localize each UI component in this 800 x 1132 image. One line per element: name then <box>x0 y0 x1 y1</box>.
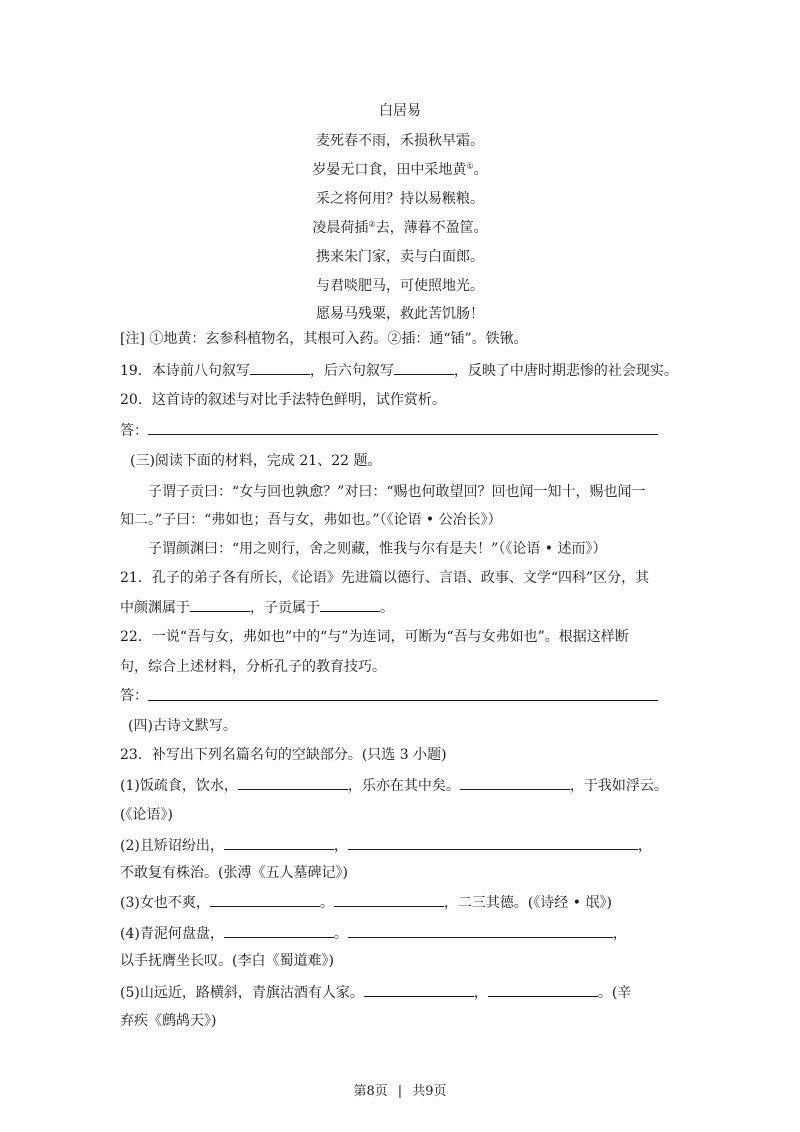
q23-1-blank-1[interactable] <box>238 775 348 790</box>
footnote-mark-1: ① <box>466 161 474 171</box>
page-footer <box>0 1080 800 1099</box>
q19-blank-1[interactable] <box>250 360 310 375</box>
q19-text-c: ，反映了中唐时期悲惨的社会现实。 <box>453 363 678 379</box>
q23-2-text-a: (2)且矫诏纷出， <box>120 838 224 854</box>
poem-line-4-rest: 去，薄暮不盈筐。 <box>375 220 488 236</box>
poem-note: [注] ①地黄：玄参科植物名，其根可入药。②插：通“锸”。铁锹。 <box>120 331 528 347</box>
q23-2-text-b: ， <box>333 838 348 854</box>
q23-item-2-line-2: 不敢复有株治。(张溥《五人墓碑记》) <box>120 865 348 881</box>
q23-item-3 <box>120 892 612 913</box>
q23-1-blank-2[interactable] <box>460 775 570 790</box>
q23-2-blank-2[interactable] <box>348 835 638 850</box>
section-3-title: (三)阅读下面的材料，完成 21、22 题。 <box>130 453 382 469</box>
poem-line-2-text: 岁晏无口食，田中采地黄 <box>312 162 467 178</box>
q23-4-text-a: (4)青泥何盘盘， <box>120 926 224 942</box>
q23-item-1-source: (《论语》) <box>120 807 173 823</box>
q23-4-text-b: 。 <box>333 926 348 942</box>
q23-3-text-b: 。 <box>319 895 334 911</box>
q19-text-b: ，后六句叙写 <box>309 363 394 379</box>
q23-5-text-a: (5)山远近，路横斜，青旗沽酒有人家。 <box>120 985 364 1001</box>
poem-line-1: 麦死春不雨，禾损秋早霜。 <box>316 133 484 149</box>
footnote-mark-2: ② <box>368 219 376 229</box>
poem-line-4-text: 凌晨荷插 <box>312 220 369 236</box>
q21-blank-2[interactable] <box>320 597 380 612</box>
question-22-line-1: 22．一说“吾与女，弗如也”中的“与”为连词，可断为“吾与女弗如也”。根据这样断 <box>120 629 629 645</box>
passage-1-line-2: 知二。”子曰：“弗如也；吾与女，弗如也。”（《论语 • 公冶长》） <box>120 512 502 528</box>
q21-text-b: ，子贡属于 <box>250 600 320 616</box>
q23-item-2 <box>120 835 652 856</box>
q23-5-text-c: 。(辛 <box>597 985 632 1001</box>
passage-2: 子谓颜渊曰：“用之则行，舍之则藏，惟我与尔有是夫！”（《论语 • 述而》） <box>148 541 607 557</box>
q23-2-text-c: ， <box>637 838 652 854</box>
q23-2-blank-1[interactable] <box>224 835 334 850</box>
q23-4-text-c: ， <box>612 926 627 942</box>
q23-3-blank-2[interactable] <box>334 892 444 907</box>
question-20: 20．这首诗的叙述与对比手法特色鲜明，试作赏析。 <box>120 392 446 408</box>
q23-5-blank-2[interactable] <box>488 982 598 997</box>
answer-line-20[interactable] <box>148 434 658 435</box>
poem-line-7: 愿易马残粟，救此苦饥肠！ <box>316 306 484 322</box>
q23-item-5 <box>120 982 631 1003</box>
poem-line-2: 岁晏无口食，田中采地黄①。 <box>312 161 488 178</box>
q23-5-text-b: ， <box>473 985 488 1001</box>
page-number: 第8页 <box>353 1084 388 1099</box>
poem-line-5: 携来朱门家，卖与白面郎。 <box>316 249 484 265</box>
q21-blank-1[interactable] <box>190 597 250 612</box>
question-21-line-2 <box>120 597 394 618</box>
q23-4-blank-1[interactable] <box>224 923 334 938</box>
question-21-line-1: 21．孔子的弟子各有所长，《论语》先进篇以德行、言语、政事、文学“四科”区分，其 <box>120 570 650 586</box>
q23-1-text-b: ，乐亦在其中矣。 <box>347 778 460 794</box>
poem-author: 白居易 <box>379 103 421 119</box>
q23-1-text-a: (1)饭疏食，饮水， <box>120 778 238 794</box>
q23-4-blank-2[interactable] <box>348 923 613 938</box>
q21-text-a: 中颜渊属于 <box>120 600 190 616</box>
question-22-line-2: 句，综合上述材料，分析孔子的教育技巧。 <box>120 659 386 675</box>
q23-item-5-line-2: 弃疾《鹧鸪天》) <box>120 1013 217 1029</box>
passage-1-line-1: 子谓子贡曰：“女与回也孰愈？”对曰：“赐也何敢望回？回也闻一知十，赐也闻一 <box>148 484 646 500</box>
q23-item-1 <box>120 775 668 796</box>
answer-label-22: 答： <box>120 688 148 704</box>
q23-5-blank-1[interactable] <box>364 982 474 997</box>
q23-1-text-c: ，于我如浮云。 <box>569 778 668 794</box>
q21-text-c: 。 <box>380 600 394 616</box>
poem-line-6: 与君啖肥马，可使照地光。 <box>316 278 484 294</box>
poem-line-3: 采之将何用？持以易糇粮。 <box>316 191 484 207</box>
q23-item-4 <box>120 923 627 944</box>
page-total: 共9页 <box>412 1084 447 1099</box>
question-19 <box>120 360 678 381</box>
q23-3-text-a: (3)女也不爽， <box>120 895 210 911</box>
question-23-title: 23．补写出下列名篇名句的空缺部分。(只选 3 小题) <box>120 747 447 763</box>
q23-3-text-c: ，二三其德。(《诗经 • 氓》) <box>443 895 612 911</box>
footer-separator: | <box>397 1084 403 1099</box>
answer-line-22[interactable] <box>148 700 658 701</box>
q19-blank-2[interactable] <box>394 360 454 375</box>
poem-line-4 <box>0 217 800 237</box>
section-4-title: (四)古诗文默写。 <box>128 718 237 734</box>
q19-text-a: 19．本诗前八句叙写 <box>120 363 250 379</box>
q23-3-blank-1[interactable] <box>210 892 320 907</box>
answer-label-20: 答： <box>120 423 148 439</box>
q23-item-4-line-2: 以手抚膺坐长叹。(李白《蜀道难》) <box>120 953 334 969</box>
